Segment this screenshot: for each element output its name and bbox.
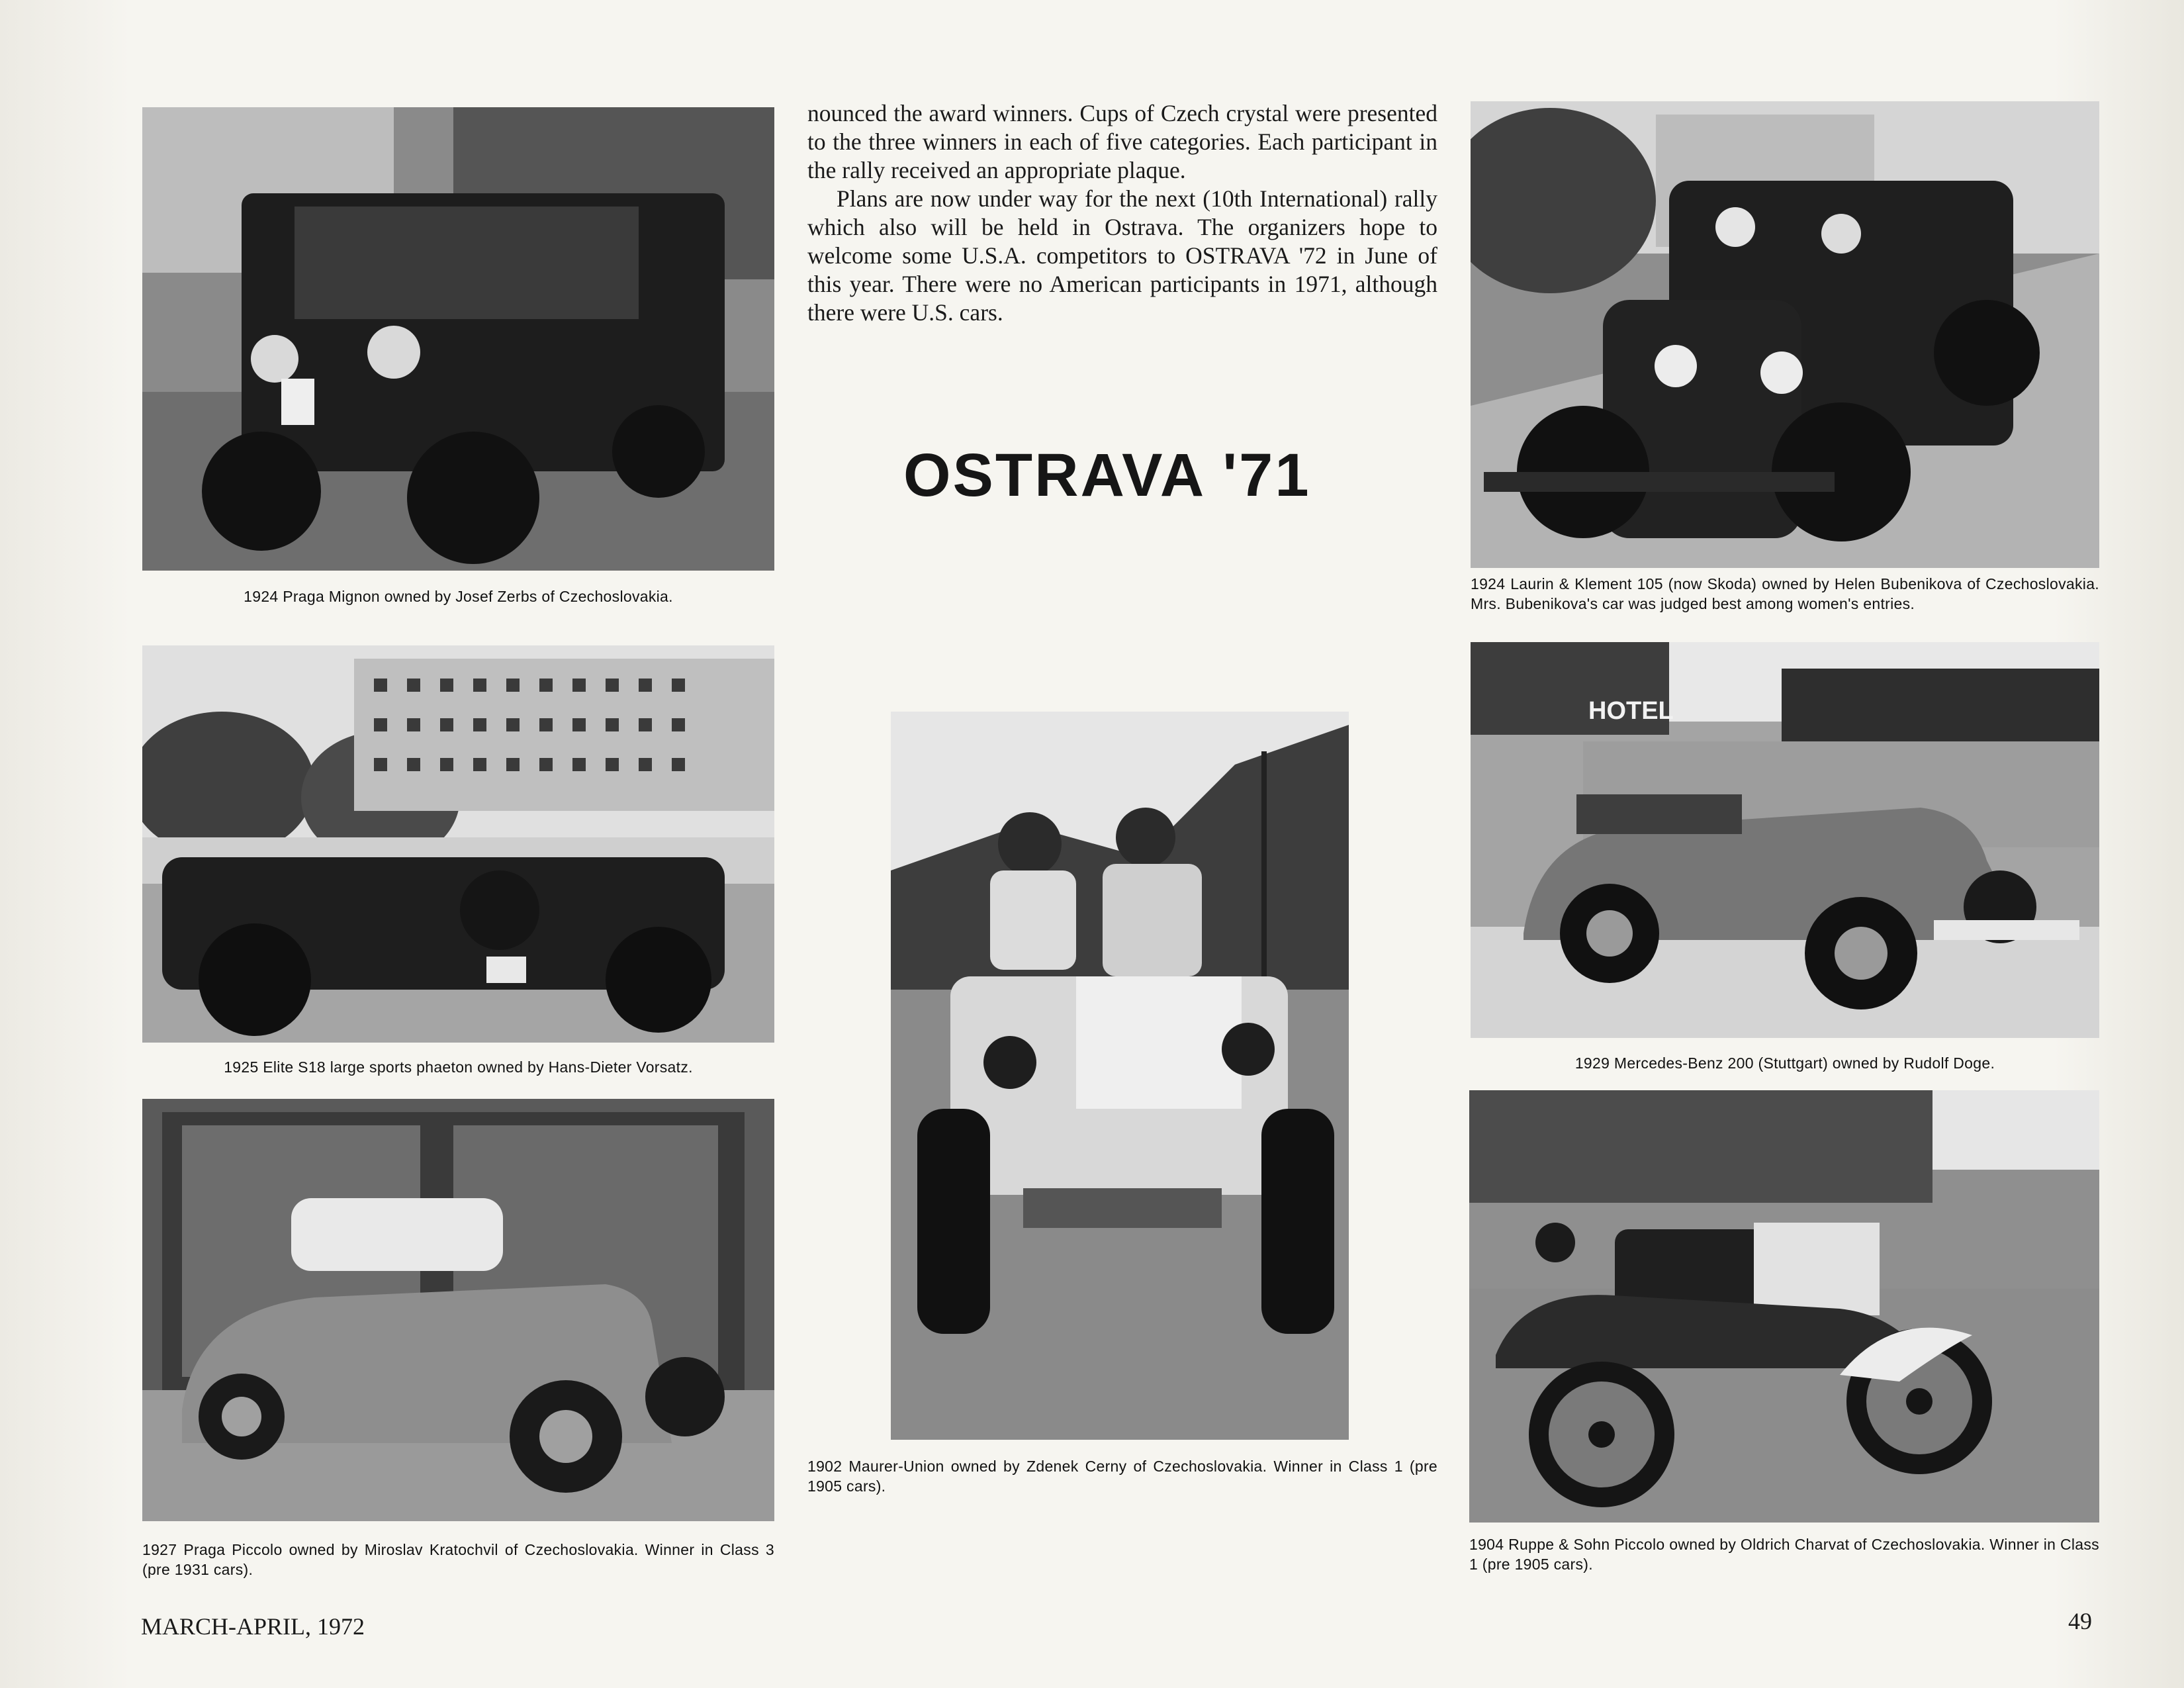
- hotel-sign: HOTEL: [1588, 697, 1674, 725]
- caption-laurin-klement: 1924 Laurin & Klement 105 (now Skoda) owned by Helen Bubenikova of Czechoslovakia. Mrs. Bubenikova's car was judged best among women's entries.: [1471, 575, 2099, 612]
- photo-ruppe-sohn: [1469, 1090, 2099, 1523]
- caption-elite-s18: 1925 Elite S18 large sports phaeton owned by Hans-Dieter Vorsatz.: [224, 1058, 693, 1076]
- photo-elite-s18: [142, 645, 774, 1043]
- caption-mercedes-benz: 1929 Mercedes-Benz 200 (Stuttgart) owned by Rudolf Doge.: [1574, 1055, 1995, 1072]
- article-body: [807, 99, 1437, 327]
- page-number: 49: [2068, 1608, 2092, 1634]
- photo-maurer-union: [891, 712, 1349, 1440]
- article-headline: OSTRAVA '71: [903, 442, 1311, 509]
- caption-maurer-union: 1902 Maurer-Union owned by Zdenek Cerny of Czechoslovakia. Winner in Class 1 (pre 1905 cars).: [807, 1458, 1437, 1495]
- photo-praga-mignon: [142, 107, 774, 571]
- article-paragraph: nounced the award winners. Cups of Czech crystal were presented to the three winners in each of five categories. Each participant in the rally received an appropriate plaque.: [807, 100, 1437, 183]
- photo-praga-piccolo: [142, 1099, 774, 1521]
- article-paragraph: Plans are now under way for the next (10th International) rally which also will be held in Ostrava. The organizers hope to welcome some U.S.A. competitors to OSTRAVA '72 in June of this year. There were no American participants in 1971, although there were U.S. cars.: [807, 185, 1437, 326]
- caption-ruppe-sohn: 1904 Ruppe & Sohn Piccolo owned by Oldrich Charvat of Czechoslovakia. Winner in Class 1 (pre 1905 cars).: [1469, 1536, 2099, 1573]
- caption-praga-piccolo: 1927 Praga Piccolo owned by Miroslav Kratochvil of Czechoslovakia. Winner in Class 3 (pre 1931 cars).: [142, 1541, 774, 1578]
- photo-laurin-klement: [1471, 101, 2099, 568]
- photo-mercedes-benz: [1471, 642, 2099, 1038]
- issue-date: MARCH-APRIL, 1972: [141, 1613, 365, 1640]
- caption-praga-mignon: 1924 Praga Mignon owned by Josef Zerbs of Czechoslovakia.: [244, 588, 673, 605]
